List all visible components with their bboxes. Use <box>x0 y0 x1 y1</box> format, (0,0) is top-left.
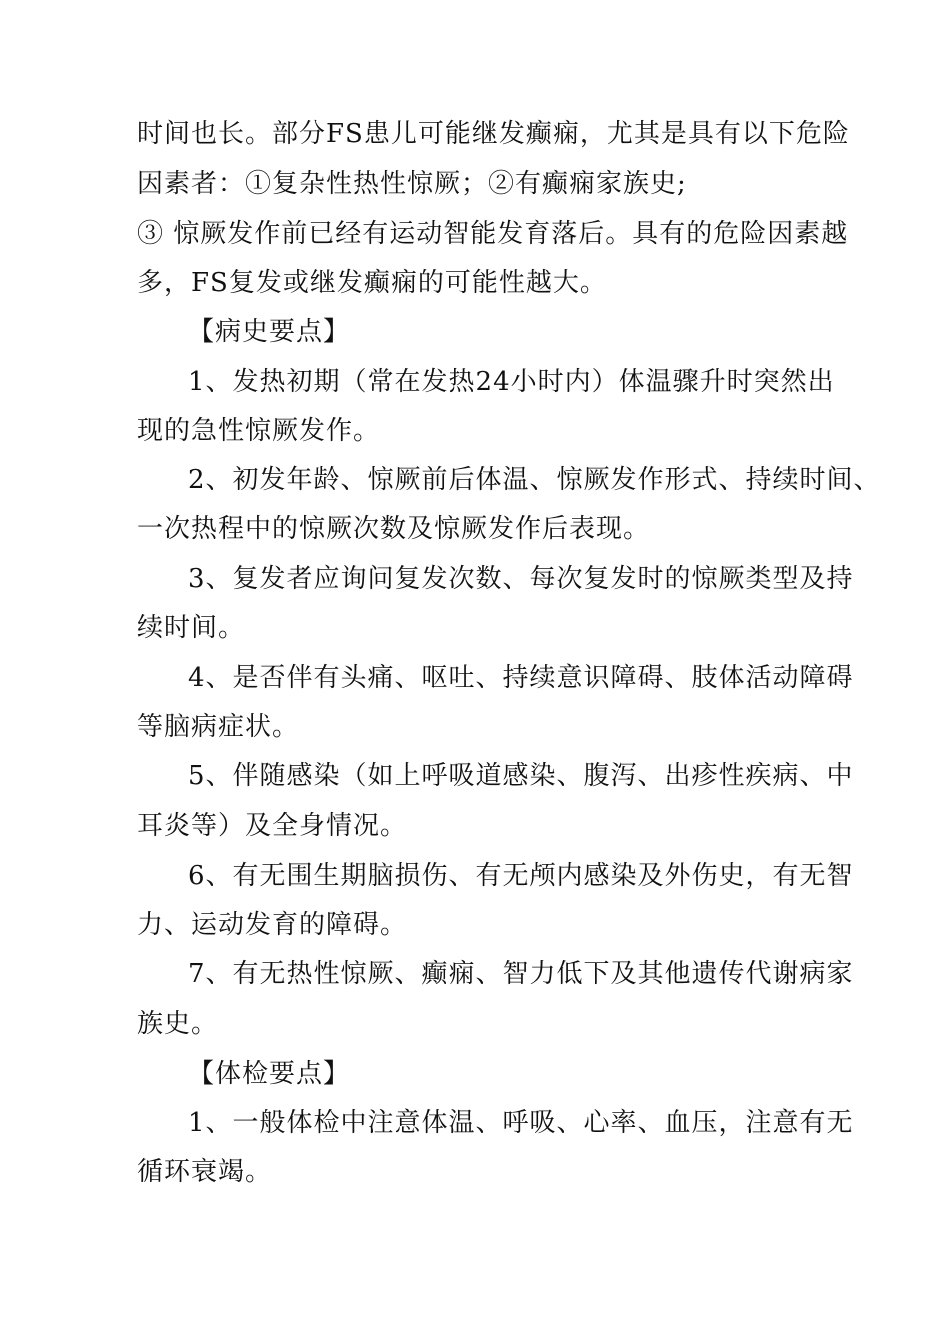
list-item-continuation: 一次热程中的惊厥次数及惊厥发作后表现。 <box>137 514 651 544</box>
paragraph-line: 时间也长。部分FS患儿可能继发癫痫，尤其是具有以下危险 <box>137 119 850 149</box>
list-item-continuation: 循环衰竭。 <box>137 1157 273 1187</box>
list-item: 5、伴随感染（如上呼吸道感染、腹泻、出疹性疾病、中 <box>188 761 854 791</box>
list-item-continuation: 现的急性惊厥发作。 <box>137 416 381 446</box>
paragraph-line: ③ 惊厥发作前已经有运动智能发育落后。具有的危险因素越 <box>137 219 849 249</box>
list-item: 1、发热初期（常在发热24小时内）体温骤升时突然出 <box>188 367 835 397</box>
list-item: 7、有无热性惊厥、癫痫、智力低下及其他遗传代谢病家 <box>188 959 854 989</box>
list-item-continuation: 等脑病症状。 <box>137 712 300 742</box>
list-item: 2、初发年龄、惊厥前后体温、惊厥发作形式、持续时间、 <box>188 465 881 495</box>
paragraph-line: 因素者：①复杂性热性惊厥；②有癫痫家族史; <box>137 169 687 199</box>
list-item-continuation: 续时间。 <box>137 613 246 643</box>
paragraph-line: 多，FS复发或继发癫痫的可能性越大。 <box>137 268 607 298</box>
section-heading-history: 【病史要点】 <box>188 317 351 347</box>
section-heading-exam: 【体检要点】 <box>188 1059 351 1089</box>
list-item: 4、是否伴有头痛、呕吐、持续意识障碍、肢体活动障碍 <box>188 663 854 693</box>
list-item: 3、复发者应询问复发次数、每次复发时的惊厥类型及持 <box>188 564 854 594</box>
list-item: 6、有无围生期脑损伤、有无颅内感染及外伤史，有无智 <box>188 861 854 891</box>
list-item-continuation: 耳炎等）及全身情况。 <box>137 811 408 841</box>
list-item: 1、一般体检中注意体温、呼吸、心率、血压，注意有无 <box>188 1108 854 1138</box>
list-item-continuation: 力、运动发育的障碍。 <box>137 910 408 940</box>
list-item-continuation: 族史。 <box>137 1009 219 1039</box>
